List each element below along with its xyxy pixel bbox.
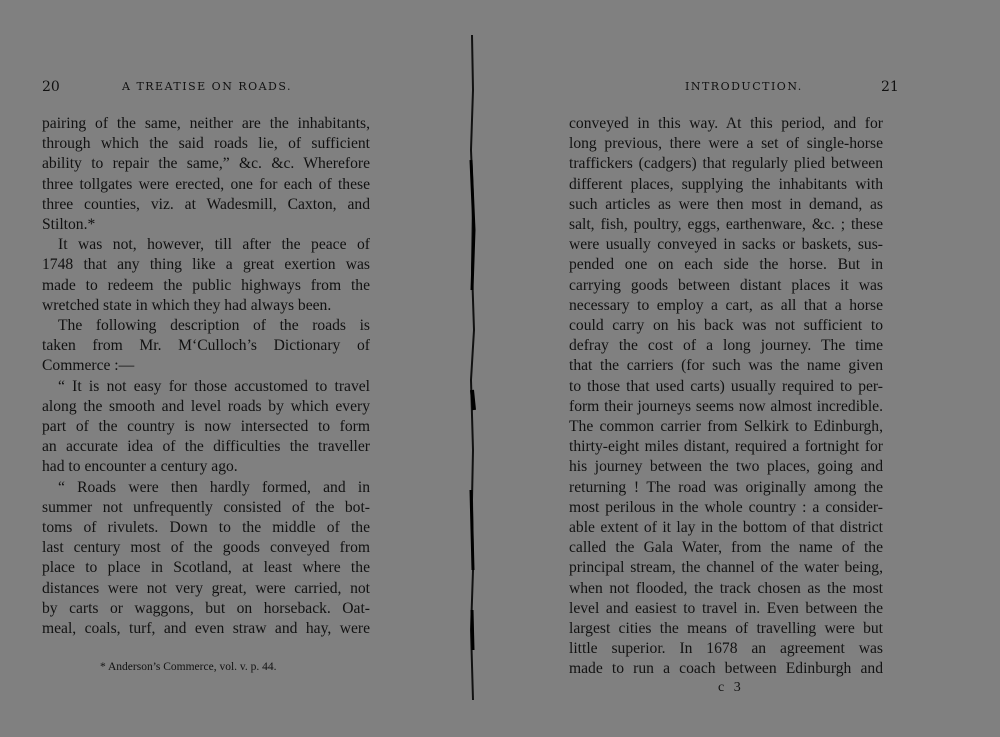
right-page	[485, 0, 1000, 737]
left-running-head: A TREATISE ON ROADS.	[122, 80, 293, 93]
right-running-head: INTRODUCTION.	[685, 80, 803, 93]
right-page-body	[569, 114, 883, 680]
left-page-number: 20	[42, 79, 60, 95]
text-line: could carry on his back was not sufficient to	[569, 317, 883, 335]
text-line: pended one on each side the horse. But in	[569, 256, 883, 274]
text-line: principal stream, the channel of the water being,	[569, 559, 883, 577]
footnote: * Anderson’s Commerce, vol. v. p. 44.	[100, 661, 277, 673]
text-line: wretched state in which they had always been.	[42, 296, 332, 314]
text-line: made to run a coach between Edinburgh and	[569, 660, 883, 678]
text-line: toms of rivulets. Down to the middle of the	[42, 519, 370, 537]
text-line: able extent of it lay in the bottom of that district	[569, 519, 883, 537]
text-line: salt, fish, poultry, eggs, earthenware, &c. ; these	[569, 216, 883, 234]
text-line: had to encounter a century ago.	[42, 458, 238, 476]
text-line: ability to repair the same,” &c. &c. Wherefore	[42, 155, 370, 173]
text-line: distances were not very great, were carried, not	[42, 579, 370, 597]
text-line: largest cities the means of travelling were but	[569, 620, 883, 638]
text-line: It was not, however, till after the peace of	[58, 236, 370, 254]
text-line: different places, supplying the inhabitants with	[569, 175, 883, 193]
text-line: The common carrier from Selkirk to Edinburgh,	[569, 418, 883, 436]
text-line: thirty-eight miles distant, required a fortnight for	[569, 438, 883, 456]
text-line: “ It is not easy for those accustomed to travel	[58, 377, 370, 395]
text-line: meal, coals, turf, and even straw and hay, were	[42, 620, 370, 638]
text-line: pairing of the same, neither are the inhabitants,	[42, 115, 370, 132]
text-line: 1748 that any thing like a great exertion was	[42, 256, 370, 274]
left-page	[0, 0, 470, 737]
left-page-body	[42, 114, 370, 639]
gutter-shadow	[465, 30, 479, 710]
text-line: three counties, viz. at Wadesmill, Caxton, and	[42, 195, 370, 213]
text-line: his journey between the two places, going and	[569, 458, 883, 476]
text-line: “ Roads were then hardly formed, and in	[58, 478, 370, 496]
text-line: through which the said roads lie, of sufficient	[42, 135, 370, 153]
text-line: an accurate idea of the difficulties the traveller	[42, 438, 370, 456]
signature-mark: c 3	[718, 680, 744, 695]
text-line: little superior. In 1678 an agreement was	[569, 640, 883, 658]
text-line: that the carriers (for such was the name given	[569, 357, 883, 375]
text-line: traffickers (cadgers) that regularly plied between	[569, 155, 883, 173]
text-line: Commerce :—	[42, 357, 135, 375]
text-line: conveyed in this way. At this period, and for	[569, 115, 883, 132]
text-line: summer not unfrequently consisted of the bot-	[42, 498, 370, 516]
text-line: when not flooded, the track chosen as the most	[569, 579, 883, 597]
text-line: by carts or waggons, but on horseback. Oat-	[42, 599, 370, 617]
text-line: such articles as were then most in demand, as	[569, 195, 883, 213]
text-line: carrying goods between distant places it was	[569, 276, 883, 294]
text-line: level and easiest to travel in. Even between the	[569, 599, 883, 617]
text-line: made to redeem the public highways from the	[42, 276, 370, 294]
text-line: taken from Mr. M‘Culloch’s Dictionary of	[42, 337, 370, 355]
text-line: to those that used carts) usually required to per-	[569, 377, 883, 395]
right-page-number: 21	[881, 79, 899, 95]
text-line: returning ! The road was originally among the	[569, 478, 883, 496]
text-line: last century most of the goods conveyed from	[42, 539, 370, 557]
text-line: three tollgates were erected, one for each of these	[42, 175, 370, 193]
text-line: place to place in Scotland, at least where the	[42, 559, 370, 577]
text-line: defray the cost of a long journey. The time	[569, 337, 883, 355]
text-line: most perilous in the whole country : a consider-	[569, 498, 883, 516]
text-line: called the Gala Water, from the name of the	[569, 539, 883, 557]
text-line: part of the country is now intersected to form	[42, 418, 370, 436]
text-line: The following description of the roads is	[58, 317, 370, 335]
text-line: along the smooth and level roads by which every	[42, 397, 370, 415]
text-line: long previous, there were a set of single-horse	[569, 135, 883, 153]
text-line: form their journeys seems now almost incredible.	[569, 397, 883, 415]
text-line: necessary to employ a cart, as all that a horse	[569, 296, 883, 314]
text-line: were usually conveyed in sacks or baskets, sus-	[569, 236, 883, 254]
text-line: Stilton.*	[42, 216, 96, 234]
